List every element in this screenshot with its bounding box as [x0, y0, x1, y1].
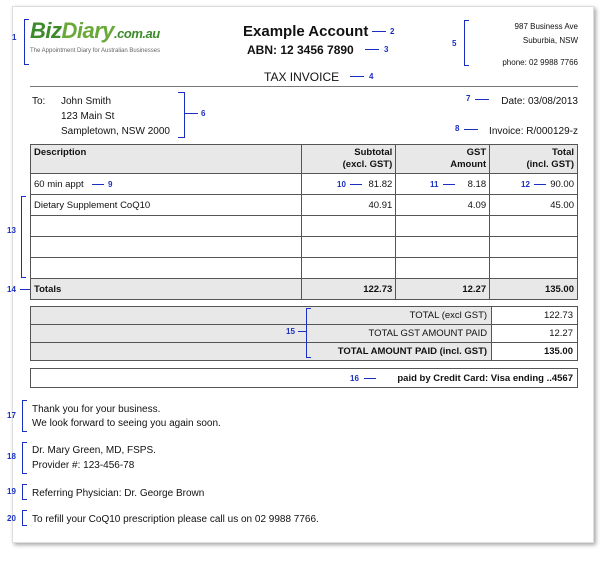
summary-paid-label: TOTAL AMOUNT PAID (incl. GST) [31, 343, 492, 361]
header-description: Description [31, 145, 302, 174]
header-divider [30, 86, 578, 87]
callout-6: 6 [201, 109, 206, 118]
logo-biz: Biz [30, 18, 62, 43]
abn: ABN: 12 3456 7890 [247, 43, 354, 57]
invoice-number: Invoice: R/000129-z [489, 126, 578, 137]
callout-12: 12 [521, 180, 530, 189]
recipient-street: 123 Main St [61, 111, 115, 122]
account-name: Example Account [243, 23, 369, 40]
row-gst: 4.09 [396, 195, 490, 216]
table-row-empty [31, 258, 578, 279]
callout-5: 5 [452, 39, 457, 48]
table-row-empty [31, 237, 578, 258]
row-gst: 8.18 [396, 174, 490, 195]
refill-notice: To refill your CoQ10 prescription please call us on 02 9988 7766. [32, 514, 319, 525]
callout-19: 19 [7, 487, 16, 496]
payment-box [30, 368, 578, 388]
line-items-table [30, 144, 578, 300]
logo-diary: Diary [61, 18, 115, 43]
summary-gst-value: 12.27 [492, 325, 578, 343]
thanks-line2: We look forward to seeing you again soon. [32, 418, 221, 429]
row-total: 90.00 [490, 174, 578, 195]
header-subtotal: Subtotal (excl. GST) [302, 145, 396, 174]
provider-name: Dr. Mary Green, MD, FSPS. [32, 445, 156, 456]
table-row [31, 174, 578, 195]
invoice-date: Date: 03/08/2013 [501, 96, 578, 107]
totals-gst: 12.27 [396, 279, 490, 300]
bizdiary-logo [30, 20, 170, 60]
totals-subtotal: 122.73 [302, 279, 396, 300]
callout-16: 16 [350, 374, 359, 383]
callout-2: 2 [390, 27, 395, 36]
recipient-city: Sampletown, NSW 2000 [61, 126, 170, 137]
callout-4: 4 [369, 72, 374, 81]
doc-title: TAX INVOICE [264, 70, 340, 84]
table-row-empty [31, 216, 578, 237]
callout-11: 11 [430, 180, 439, 189]
payment-method: paid by Credit Card: Visa ending ..4567 [397, 373, 573, 384]
business-address-line2: Suburbia, NSW [522, 36, 578, 45]
logo-tagline: The Appointment Diary for Australian Businesses [30, 48, 161, 54]
totals-total: 135.00 [490, 279, 578, 300]
callout-17: 17 [7, 411, 16, 420]
header-total: Total (incl. GST) [490, 145, 578, 174]
summary-excl-value: 122.73 [492, 307, 578, 325]
business-address-line1: 987 Business Ave [514, 22, 578, 31]
totals-label: Totals [31, 279, 302, 300]
summary-excl-label: TOTAL (excl GST) [31, 307, 492, 325]
row-description: 60 min appt [31, 174, 302, 195]
summary-excl-row [31, 307, 578, 325]
callout-18: 18 [7, 452, 16, 461]
callout-15: 15 [286, 327, 295, 336]
table-row [31, 195, 578, 216]
provider-number: Provider #: 123-456-78 [32, 460, 135, 471]
callout-7: 7 [466, 94, 471, 103]
summary-gst-label: TOTAL GST AMOUNT PAID [31, 325, 492, 343]
callout-13: 13 [7, 226, 16, 235]
callout-3: 3 [384, 45, 389, 54]
summary-paid-value: 135.00 [492, 343, 578, 361]
logo-suffix: .com.au [114, 26, 160, 41]
header-gst: GST Amount [396, 145, 490, 174]
table-header-row [31, 145, 578, 174]
business-phone: phone: 02 9988 7766 [502, 58, 578, 67]
row-total: 45.00 [490, 195, 578, 216]
summary-paid-row [31, 343, 578, 361]
callout-10: 10 [337, 180, 346, 189]
thanks-line1: Thank you for your business. [32, 404, 161, 415]
to-label: To: [32, 96, 46, 107]
row-subtotal: 81.82 [302, 174, 396, 195]
callout-9: 9 [108, 180, 113, 189]
totals-row [31, 279, 578, 300]
summary-table [30, 306, 578, 361]
summary-gst-row [31, 325, 578, 343]
row-subtotal: 40.91 [302, 195, 396, 216]
callout-1: 1 [12, 33, 17, 42]
recipient-name: John Smith [61, 96, 112, 107]
referring-physician: Referring Physician: Dr. George Brown [32, 488, 205, 499]
row-description: Dietary Supplement CoQ10 [31, 195, 302, 216]
callout-8: 8 [455, 124, 460, 133]
callout-14: 14 [7, 285, 16, 294]
callout-20: 20 [7, 514, 16, 523]
